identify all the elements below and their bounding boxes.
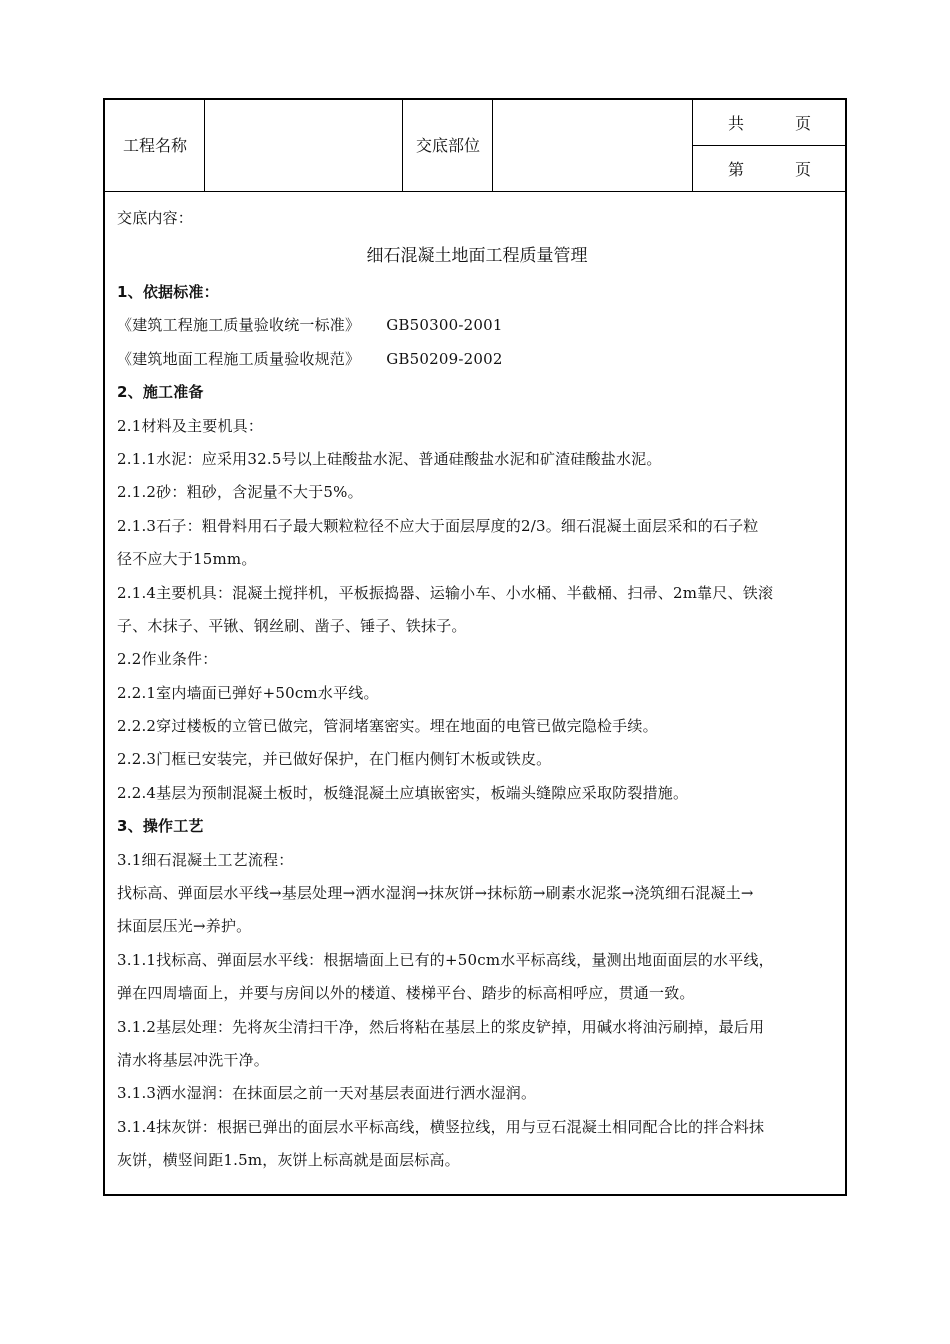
paragraph-line: 3.1.1找标高、弹面层水平线：根据墙面上已有的+50cm水平标高线，量测出地面面层的水平线， [117,950,774,969]
paragraph-line: 2.2作业条件： [117,650,218,669]
handover-form [103,98,847,1196]
paragraph-line: 3.1.4抹灰饼：根据已弹出的面层水平标高线，横竖拉线，用与豆石混凝土相同配合比的拌合料抹 [117,1117,765,1136]
content-label: 交底内容： [117,209,194,227]
paragraph-line: 3.1细石混凝土工艺流程： [117,850,294,869]
standard-name: 《建筑地面工程施工质量验收规范》 [117,349,361,368]
paragraph-line: 灰饼，横竖间距1.5m，灰饼上标高就是面层标高。 [117,1151,460,1170]
paragraph-line: 弹在四周墙面上，并要与房间以外的楼道、楼梯平台、踏步的标高相呼应，贯通一致。 [117,984,695,1003]
header-bottom-rule [105,191,845,192]
document-title: 细石混凝土地面工程质量管理 [366,246,588,266]
paragraph-line: 2.1.3石子：粗骨料用石子最大颗粒粒径不应大于面层厚度的2/3。细石混凝土面层采和的石子粒 [117,516,759,535]
handover-part-label: 交底部位 [416,136,481,155]
standard-item [117,343,837,376]
page-number-unit: 页 [795,160,812,179]
paragraph-line: 3.1.3洒水湿润：在抹面层之前一天对基层表面进行洒水湿润。 [117,1084,537,1103]
header-divider [692,100,693,192]
paragraph-line: 2.1.1水泥：应采用32.5号以上硅酸盐水泥、普通硅酸盐水泥和矿渣硅酸盐水泥。 [117,449,662,468]
section-heading: 1、依据标准： [117,283,219,301]
section-heading: 3、操作工艺 [117,817,204,836]
paragraph-line: 2.1.2砂：粗砂，含泥量不大于5%。 [117,483,363,502]
standard-name: 《建筑工程施工质量验收统一标准》 [117,316,361,335]
paragraph-line: 2.2.3门框已安装完，并已做好保护，在门框内侧钉木板或铁皮。 [117,750,552,769]
total-pages-unit: 页 [795,114,812,133]
handover-part-field[interactable] [503,136,683,156]
project-name-label: 工程名称 [123,136,188,155]
paragraph-line: 2.1.4主要机具：混凝土搅拌机，平板振捣器、运输小车、小水桶、半截桶、扫帚、2m靠尺、铁滚 [117,583,774,602]
paragraph-line: 2.1材料及主要机具： [117,416,264,435]
paragraph-line: 子、木抹子、平锹、钢丝刷、凿子、锤子、铁抹子。 [117,616,467,635]
total-pages-label: 共 [728,114,745,133]
section-heading: 2、施工准备 [117,383,204,402]
process-flow-line: 找标高、弹面层水平线→基层处理→洒水湿润→抹灰饼→抹标筋→刷素水泥浆→浇筑细石混凝土→ [117,884,754,903]
project-name-field[interactable] [215,136,395,156]
page-count-divider [692,145,845,146]
paragraph-line: 3.1.2基层处理：先将灰尘清扫干净，然后将粘在基层上的浆皮铲掉，用碱水将油污刷掉，最后用 [117,1017,765,1036]
standard-code: GB50300-2001 [386,316,503,335]
header-divider [204,100,205,192]
paragraph-line: 2.2.1室内墙面已弹好+50cm水平线。 [117,683,379,702]
paragraph-line: 清水将基层冲洗干净。 [117,1050,270,1069]
page-number-label: 第 [728,160,745,179]
standard-code: GB50209-2002 [386,349,503,368]
header-divider [492,100,493,192]
standard-item [117,309,837,342]
paragraph-line: 2.2.2穿过楼板的立管已做完，管洞堵塞密实。埋在地面的电管已做完隐检手续。 [117,717,658,736]
process-flow-line: 抹面层压光→养护。 [117,917,252,936]
header-divider [402,100,403,192]
handover-content [117,204,837,1178]
paragraph-line: 径不应大于15mm。 [117,550,257,569]
paragraph-line: 2.2.4基层为预制混凝土板时，板缝混凝土应填嵌密实，板端头缝隙应采取防裂措施。 [117,783,689,802]
